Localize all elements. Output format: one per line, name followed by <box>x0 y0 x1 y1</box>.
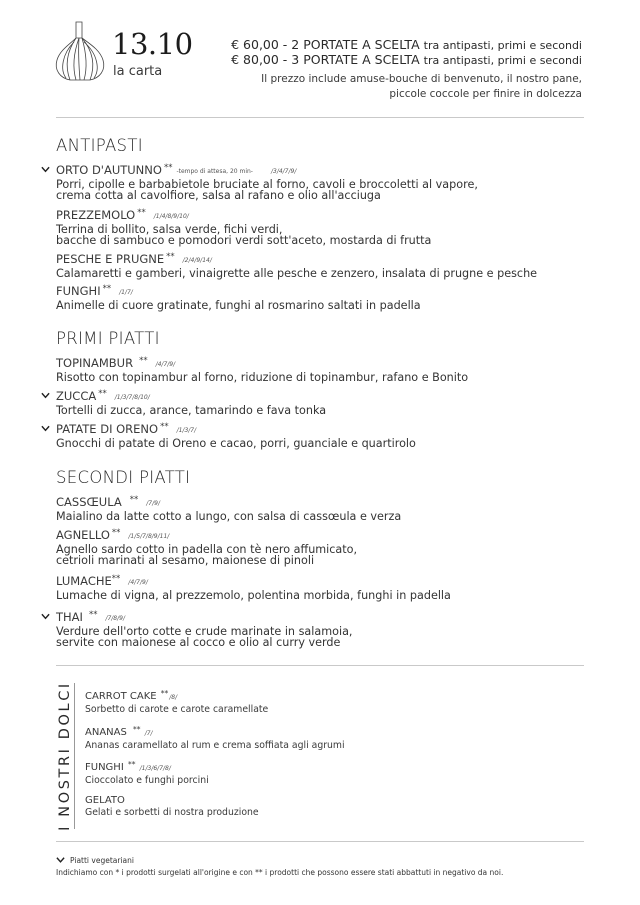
menu-subtitle: la carta <box>113 64 163 79</box>
dish-item <box>56 421 596 449</box>
dessert-name: FUNGHI <box>85 762 124 773</box>
dish-name: LUMACHE <box>56 574 112 588</box>
dish-description: Verdure dell'orto cotte e crude marinate in salamoia, servite con maionese al cocco e olio al curry verde <box>56 625 353 649</box>
dish-item <box>56 494 596 522</box>
dish-description: Gnocchi di patate di Oreno e cacao, porri, guanciale e quartirolo <box>56 437 416 450</box>
stars-mark: ** <box>111 528 121 538</box>
stars-mark: ** <box>133 725 141 734</box>
dish-name: PESCHE E PRUGNE <box>56 252 165 266</box>
footnote: Indichiamo con * i prodotti surgelati all'origine e con ** i prodotti che possono essere stati abbattuti in negativo da noi. <box>56 868 504 877</box>
menu-date: 13.10 <box>112 27 193 61</box>
dish-name: CASSŒULA <box>56 495 122 509</box>
allergens: /3/4/7/9/ <box>270 168 297 175</box>
allergens: /1/4/8/9/10/ <box>153 213 189 220</box>
allergens: /7/8/9/ <box>105 615 125 622</box>
dish-item <box>56 355 596 383</box>
dish-description: Agnello sardo cotto in padella con tè nero affumicato, cetrioli marinati al sesamo, maionese di pinoli <box>56 543 358 567</box>
dessert-description: Sorbetto di carote e carote caramellate <box>85 704 269 715</box>
dolci-title-text: I NOSTRI DOLCI <box>57 680 73 831</box>
section-title-primi: PRIMI PIATTI <box>56 329 160 348</box>
section-title-secondi: SECONDI PIATTI <box>56 468 191 487</box>
price-label: € 80,00 - 3 PORTATE A SCELTA <box>231 52 420 67</box>
divider <box>56 665 584 666</box>
dish-description: Terrina di bollito, salsa verde, fichi verdi, bacche di sambuco e pomodori verdi sott'aceto, mostarda di frutta <box>56 223 432 247</box>
section-title-antipasti: ANTIPASTI <box>56 136 143 155</box>
stars-mark: ** <box>102 284 112 294</box>
allergens: /2/4/9/14/ <box>182 257 212 264</box>
dolci-vertical-rule <box>74 683 75 829</box>
dish-description: Calamaretti e gamberi, vinaigrette alle pesche e zenzero, insalata di prugne e pesche <box>56 267 538 280</box>
allergens: /1/3/7/ <box>176 427 197 434</box>
price-detail: tra antipasti, primi e secondi <box>423 39 582 52</box>
dish-name: ZUCCA <box>56 389 97 403</box>
dish-description: Maialino da latte cotto a lungo, con salsa di cassœula e verza <box>56 510 402 523</box>
vegetarian-chevron-icon <box>56 856 65 864</box>
allergens: /8/ <box>169 694 178 701</box>
dish-item <box>56 251 596 279</box>
allergens: /1/3/6/7/8/ <box>139 765 171 772</box>
dessert-item <box>85 759 485 786</box>
vegetarian-chevron-icon <box>41 612 50 621</box>
dish-item <box>56 527 596 566</box>
stars-mark: ** <box>139 356 148 366</box>
vegetarian-chevron-icon <box>41 391 50 400</box>
dish-name: AGNELLO <box>56 528 110 542</box>
allergens: /1/3/7/8/10/ <box>114 394 150 401</box>
dish-item <box>56 573 596 601</box>
dessert-name: CARROT CAKE <box>85 691 157 702</box>
dish-description: Tortelli di zucca, arance, tamarindo e fava tonka <box>56 404 327 417</box>
dish-name: PREZZEMOLO <box>56 208 136 222</box>
dessert-item <box>85 724 485 751</box>
dish-item <box>56 207 596 246</box>
dessert-name: ANANAS <box>85 727 127 738</box>
dish-note: -tempo di attesa, 20 min- <box>176 168 253 175</box>
legend-label: Piatti vegetariani <box>70 856 134 865</box>
dessert-description: Gelati e sorbetti di nostra produzione <box>85 807 259 818</box>
dessert-description: Ananas caramellato al rum e crema soffiata agli agrumi <box>85 740 345 751</box>
intro-line: Il prezzo include amuse-bouche di benvenuto, il nostro pane, <box>261 73 582 85</box>
stars-mark: ** <box>88 610 98 620</box>
dish-name: THAI <box>56 610 83 624</box>
price-option <box>231 53 582 68</box>
allergens: /7/9/ <box>146 500 160 507</box>
price-list <box>231 38 582 68</box>
dish-description: Lumache di vigna, al prezzemolo, polentina morbida, funghi in padella <box>56 589 451 602</box>
stars-mark: ** <box>127 760 136 769</box>
dessert-name: GELATO <box>85 795 125 806</box>
dish-description: Animelle di cuore gratinate, funghi al rosmarino saltati in padella <box>56 299 421 312</box>
dish-item <box>56 609 596 648</box>
vegetarian-chevron-icon <box>41 424 50 433</box>
allergens: /1/5/7/8/9/11/ <box>128 533 170 540</box>
price-includes-note <box>202 72 582 102</box>
divider <box>56 841 584 842</box>
vegetarian-chevron-icon <box>41 165 50 174</box>
stars-mark: ** <box>137 208 146 218</box>
section-title-dolci <box>55 680 75 831</box>
stars-mark: ** <box>160 689 169 698</box>
dessert-item <box>85 688 485 715</box>
dish-name: PATATE DI ORENO <box>56 422 159 436</box>
dish-item <box>56 388 596 416</box>
price-label: € 60,00 - 2 PORTATE A SCELTA <box>231 37 420 52</box>
dish-item <box>56 162 596 201</box>
stars-mark: ** <box>160 422 169 432</box>
dish-name: ORTO D'AUTUNNO <box>56 163 162 177</box>
vegetarian-legend <box>56 856 134 865</box>
stars-mark: ** <box>98 389 107 399</box>
dish-item <box>56 283 596 311</box>
allergens: /1/7/ <box>119 289 133 296</box>
price-detail: tra antipasti, primi e secondi <box>423 54 582 67</box>
stars-mark: ** <box>129 495 139 505</box>
dessert-description: Cioccolato e funghi porcini <box>85 775 209 786</box>
stars-mark: ** <box>166 252 175 262</box>
dish-name: FUNGHI <box>56 284 101 298</box>
dish-name: TOPINAMBUR <box>56 356 134 370</box>
allergens: /4/7/9/ <box>155 361 176 368</box>
intro-line: piccole coccole per finire in dolcezza <box>389 88 582 100</box>
allergens: /4/7/9/ <box>128 579 148 586</box>
garlic-icon <box>52 20 108 82</box>
dessert-item <box>85 795 485 818</box>
stars-mark: ** <box>111 574 121 584</box>
dish-description: Risotto con topinambur al forno, riduzione di topinambur, rafano e Bonito <box>56 371 469 384</box>
price-option <box>231 38 582 53</box>
stars-mark: ** <box>163 163 173 173</box>
divider <box>56 117 584 118</box>
dish-description: Porri, cipolle e barbabietole bruciate al forno, cavoli e broccoletti al vapore, crema cotta al cavolfiore, salsa al rafano e olio all'acciuga <box>56 178 478 202</box>
allergens: /7/ <box>144 730 153 737</box>
